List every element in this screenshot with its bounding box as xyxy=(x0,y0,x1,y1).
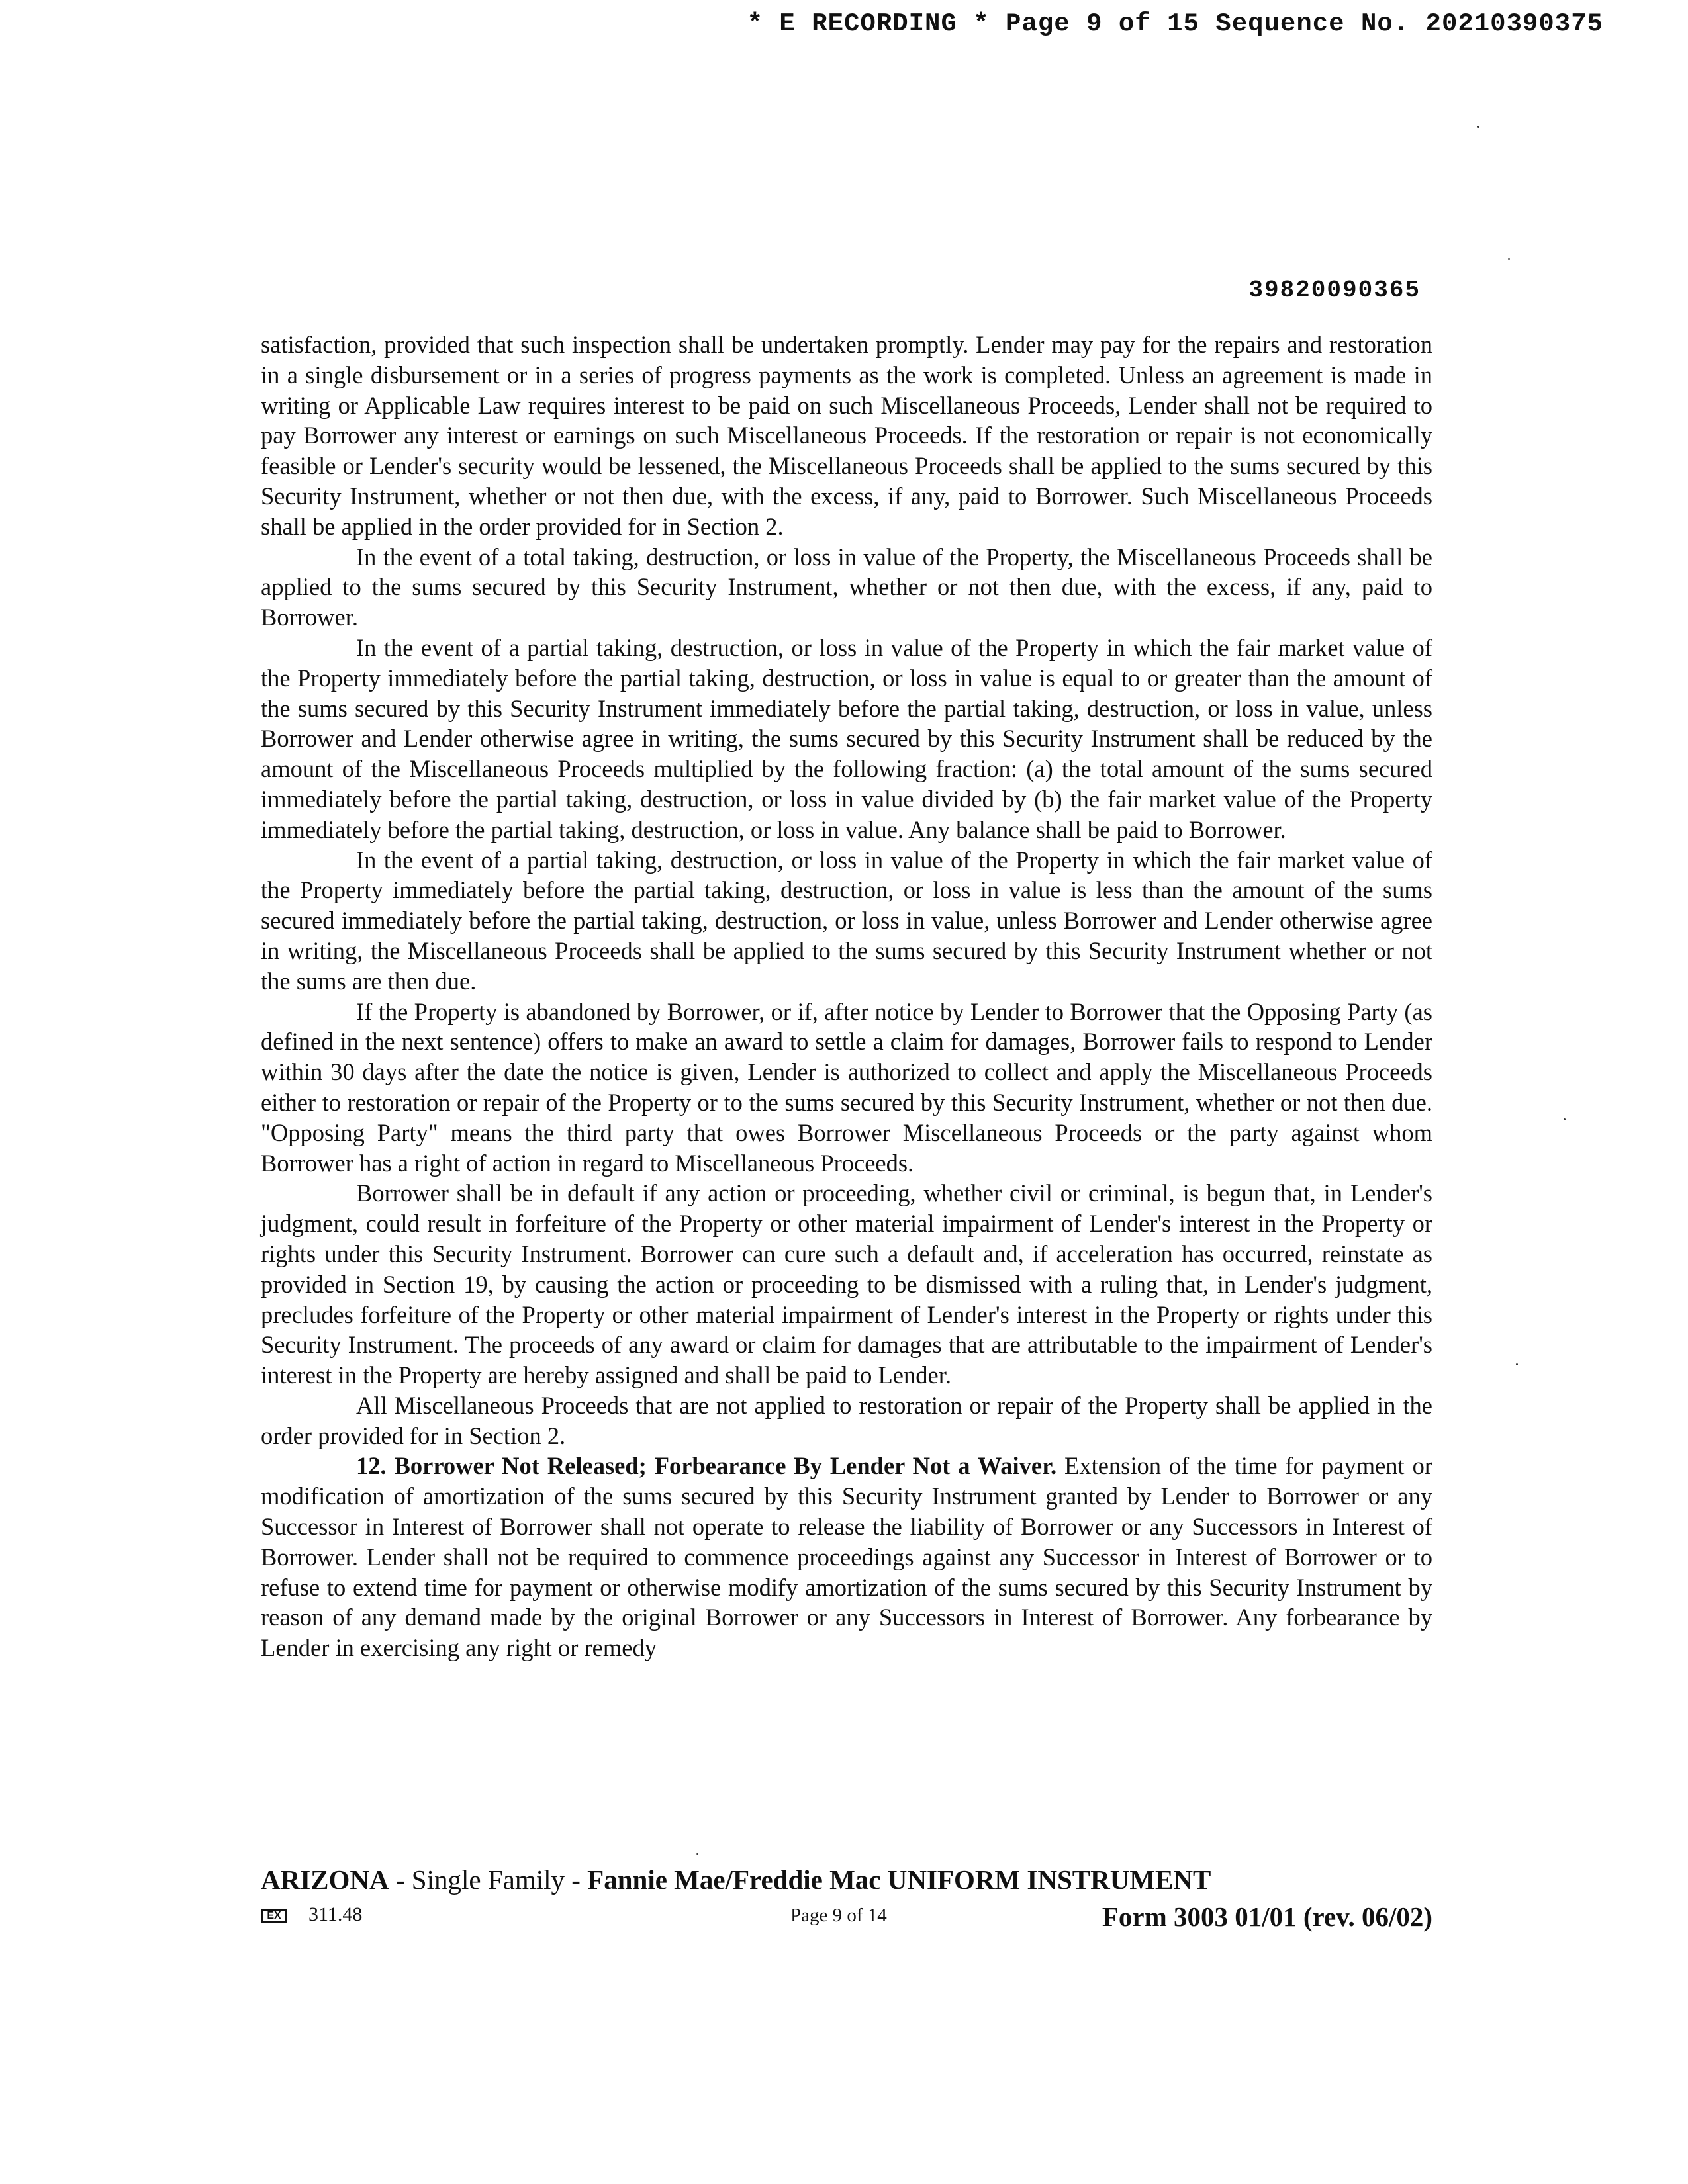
section-12-text: Extension of the time for payment or modification of amortization of the sums secured by this Security Instrument granted by Lender to Borrower or any Successor in Interest of Borrower shall not operate to release the liability of Borrower or any Successors in Interest of Borrower. Lender shall not be required to commence proceedings against any Successor in Interest of Borrower or to refuse to extend time for payment or otherwise modify amortization of the sums secured by this Security Instrument by reason of any demand made by the original Borrower or any Successors in Interest of Borrower. Any forbearance by Lender in exercising any right or remedy xyxy=(261,1452,1433,1662)
document-body xyxy=(261,330,1432,1663)
paragraph-abandoned-property: If the Property is abandoned by Borrower, or if, after notice by Lender to Borrower that the Opposing Party (as defined in the next sentence) offers to make an award to settle a claim for damages, Borrower fails to respond to Lender within 30 days after the date the notice is given, Lender is authorized to collect and apply the Miscellaneous Proceeds either to restoration or repair of the Property or to the sums secured by this Security Instrument, whether or not then due. "Opposing Party" means the third party that owes Borrower Miscellaneous Proceeds or the party against whom Borrower has a right of action in regard to Miscellaneous Proceeds. xyxy=(261,997,1432,1177)
paragraph-continuation: satisfaction, provided that such inspection shall be undertaken promptly. Lender may pay for the repairs and restoration in a single disbursement or in a series of progress payments as the work is completed. Unless an agreement is made in writing or Applicable Law requires interest to be paid on such Miscellaneous Proceeds, Lender shall not be required to pay Borrower any interest or earnings on such Miscellaneous Proceeds. If the restoration or repair is not economically feasible or Lender's security would be lessened, the Miscellaneous Proceeds shall be applied to the sums secured by this Security Instrument, whether or not then due, with the excess, if any, paid to Borrower. Such Miscellaneous Proceeds shall be applied in the order provided for in Section 2. xyxy=(261,331,1432,540)
page-number: Page 9 of 14 xyxy=(790,1905,887,1926)
scan-speck xyxy=(1516,1363,1518,1365)
form-software-icon: EX xyxy=(261,1909,287,1923)
paragraph-misc-proceeds: All Miscellaneous Proceeds that are not applied to restoration or repair of the Property shall be applied in the order provided for in Section 2. xyxy=(261,1391,1432,1449)
recording-header: * E RECORDING * Page 9 of 15 Sequence No. 20210390375 xyxy=(747,9,1603,38)
scan-speck xyxy=(696,1853,698,1855)
section-12-heading: 12. Borrower Not Released; Forbearance By Lender Not a Waiver. xyxy=(356,1452,1057,1480)
footer-row xyxy=(261,1903,1432,1940)
footer-separator: - xyxy=(389,1864,412,1895)
paragraph-total-taking: In the event of a total taking, destruction, or loss in value of the Property, the Miscellaneous Proceeds shall be applied to the sums secured by this Security Instrument, whether or not then due, with the excess, if any, paid to Borrower. xyxy=(261,543,1432,631)
footer-separator: - xyxy=(565,1864,588,1895)
footer-instrument: Fannie Mae/Freddie Mac UNIFORM INSTRUMENT xyxy=(587,1864,1211,1895)
footer-state: ARIZONA xyxy=(261,1864,389,1895)
paragraph-partial-taking-less: In the event of a partial taking, destruction, or loss in value of the Property in which the fair market value of the Property immediately before the partial taking, destruction, or loss in value is less than the amount of the sums secured immediately before the partial taking, destruction, or loss in value, unless Borrower and Lender otherwise agree in writing, the Miscellaneous Proceeds shall be applied to the sums secured by this Security Instrument whether or not the sums are then due. xyxy=(261,846,1432,995)
scan-speck xyxy=(1564,1118,1566,1120)
section-12-paragraph xyxy=(261,1451,1432,1663)
scan-speck xyxy=(1508,258,1510,260)
footer-family: Single Family xyxy=(411,1864,565,1895)
form-code: 311.48 xyxy=(308,1903,363,1925)
paragraph-borrower-default: Borrower shall be in default if any action or proceeding, whether civil or criminal, is begun that, in Lender's judgment, could result in forfeiture of the Property or other material impairment of Lender's interest in the Property or rights under this Security Instrument. Borrower can cure such a default and, if acceleration has occurred, reinstate as provided in Section 19, by causing the action or proceeding to be dismissed with a ruling that, in Lender's judgment, precludes forfeiture of the Property or other material impairment of Lender's interest in the Property or rights under this Security Instrument. The proceeds of any award or claim for damages that are attributable to the impairment of Lender's interest in the Property are hereby assigned and shall be paid to Lender. xyxy=(261,1179,1432,1389)
footer-title xyxy=(261,1864,1211,1895)
loan-number: 39820090365 xyxy=(1248,277,1421,304)
form-number: Form 3003 01/01 (rev. 06/02) xyxy=(1102,1901,1432,1932)
scan-speck xyxy=(1477,126,1479,128)
paragraph-partial-taking-greater: In the event of a partial taking, destruction, or loss in value of the Property in which the fair market value of the Property immediately before the partial taking, destruction, or loss in value is equal to or greater than the amount of the sums secured by this Security Instrument immediately before the partial taking, destruction, or loss in value, unless Borrower and Lender otherwise agree in writing, the sums secured by this Security Instrument shall be reduced by the amount of the Miscellaneous Proceeds multiplied by the following fraction: (a) the total amount of the sums secured immediately before the partial taking, destruction, or loss in value divided by (b) the fair market value of the Property immediately before the partial taking, destruction, or loss in value. Any balance shall be paid to Borrower. xyxy=(261,633,1432,843)
